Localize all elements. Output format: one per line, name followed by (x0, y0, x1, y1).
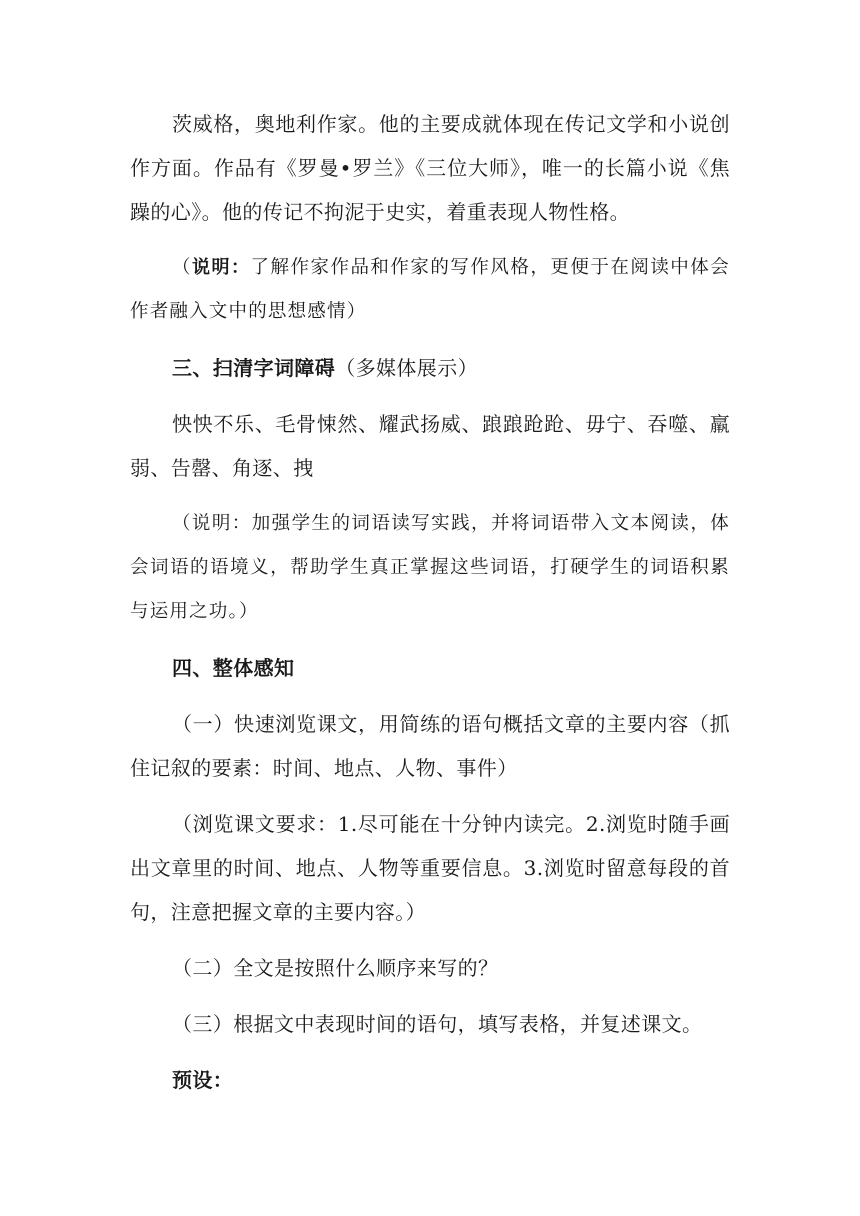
explanation-note-vocabulary: （说明：加强学生的词语读写实践，并将词语带入文本阅读，体会词语的语境义，帮助学生真正掌握这些词语，打硬学生的词语积累与运用之功。） (130, 513, 730, 622)
section-heading-vocabulary (130, 346, 730, 390)
author-intro-paragraph: 茨威格，奥地利作家。他的主要成就体现在传记文学和小说创作方面。作品有《罗曼•罗兰》《三位大师》，唯一的长篇小说《焦躁的心》。他的传记不拘泥于史实，着重表现人物性格。 (130, 112, 730, 224)
question-three: （三）根据文中表现时间的语句，填写表格，并复述课文。 (172, 1012, 703, 1036)
note-open-paren: （ (172, 257, 192, 278)
preset-label: 预设： (172, 1068, 234, 1092)
heading-vocabulary-title: 三、扫清字词障碍 (172, 356, 336, 380)
vocabulary-word-list: 怏怏不乐、毛骨悚然、耀武扬威、踉踉跄跄、毋宁、吞噬、羸弱、告罄、角逐、拽 (130, 412, 730, 480)
question-two: （二）全文是按照什么顺序来写的？ (172, 956, 499, 980)
explanation-note-author (130, 246, 730, 334)
question-one: （一）快速浏览课文，用简练的语句概括文章的主要内容（抓住记叙的要素：时间、地点、人物、事件） (130, 712, 730, 780)
document-page (130, 102, 730, 1114)
section-heading-overall-perception: 四、整体感知 (172, 656, 295, 680)
note-body: 了解作家作品和作家的写作风格，更便于在阅读中体会作者融入文中的思想感情） (130, 257, 730, 322)
note-label-bold: 说明： (192, 257, 251, 278)
browsing-requirements: （浏览课文要求：1.尽可能在十分钟内读完。2.浏览时随手画出文章里的时间、地点、人物等重要信息。3.浏览时留意每段的首句，注意把握文章的主要内容。） (130, 812, 730, 924)
heading-vocabulary-subtitle: （多媒体展示） (335, 356, 479, 380)
